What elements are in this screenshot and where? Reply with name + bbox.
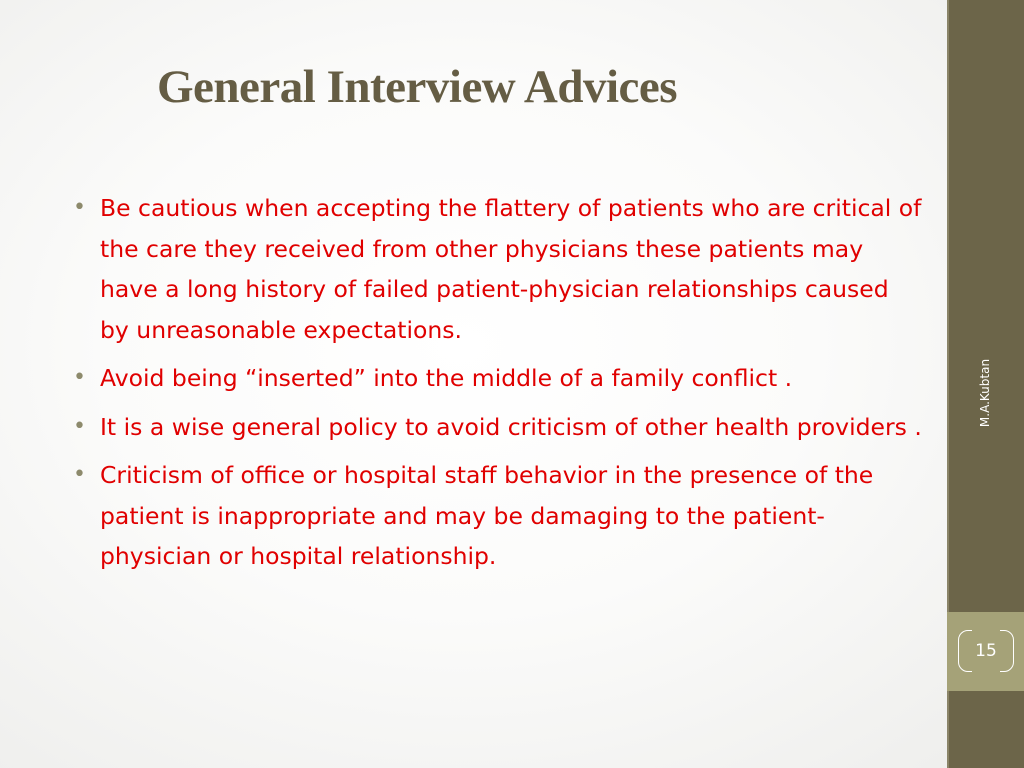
slide-title: General Interview Advices [157,61,678,113]
bullet-text: Be cautious when accepting the flattery of patients who are critical of the care they received from other physicians these patients may have a long history of failed patient-physician relationships caused by unreasonable expectations. [100,194,922,344]
bullet-marker-icon: • [73,365,86,390]
bullet-marker-icon: • [73,413,86,439]
bullet-item [73,188,922,350]
bullet-marker-icon: • [73,462,86,487]
bullet-item [73,407,922,448]
bullet-item [73,358,922,399]
bullet-text: Criticism of office or hospital staff behavior in the presence of the patient is inappropriate and may be damaging to the patient-physician or hospital relationship. [100,461,874,570]
page-number: 15 [975,641,997,661]
bullet-item [73,455,922,577]
bullet-text: Avoid being “inserted” into the middle of a family conflict . [100,364,793,392]
bullet-text: It is a wise general policy to avoid criticism of other health providers . [100,412,922,441]
author-label: M.A.Kubtan [978,358,992,428]
bullet-list [73,188,922,585]
bullet-marker-icon: • [73,195,86,220]
